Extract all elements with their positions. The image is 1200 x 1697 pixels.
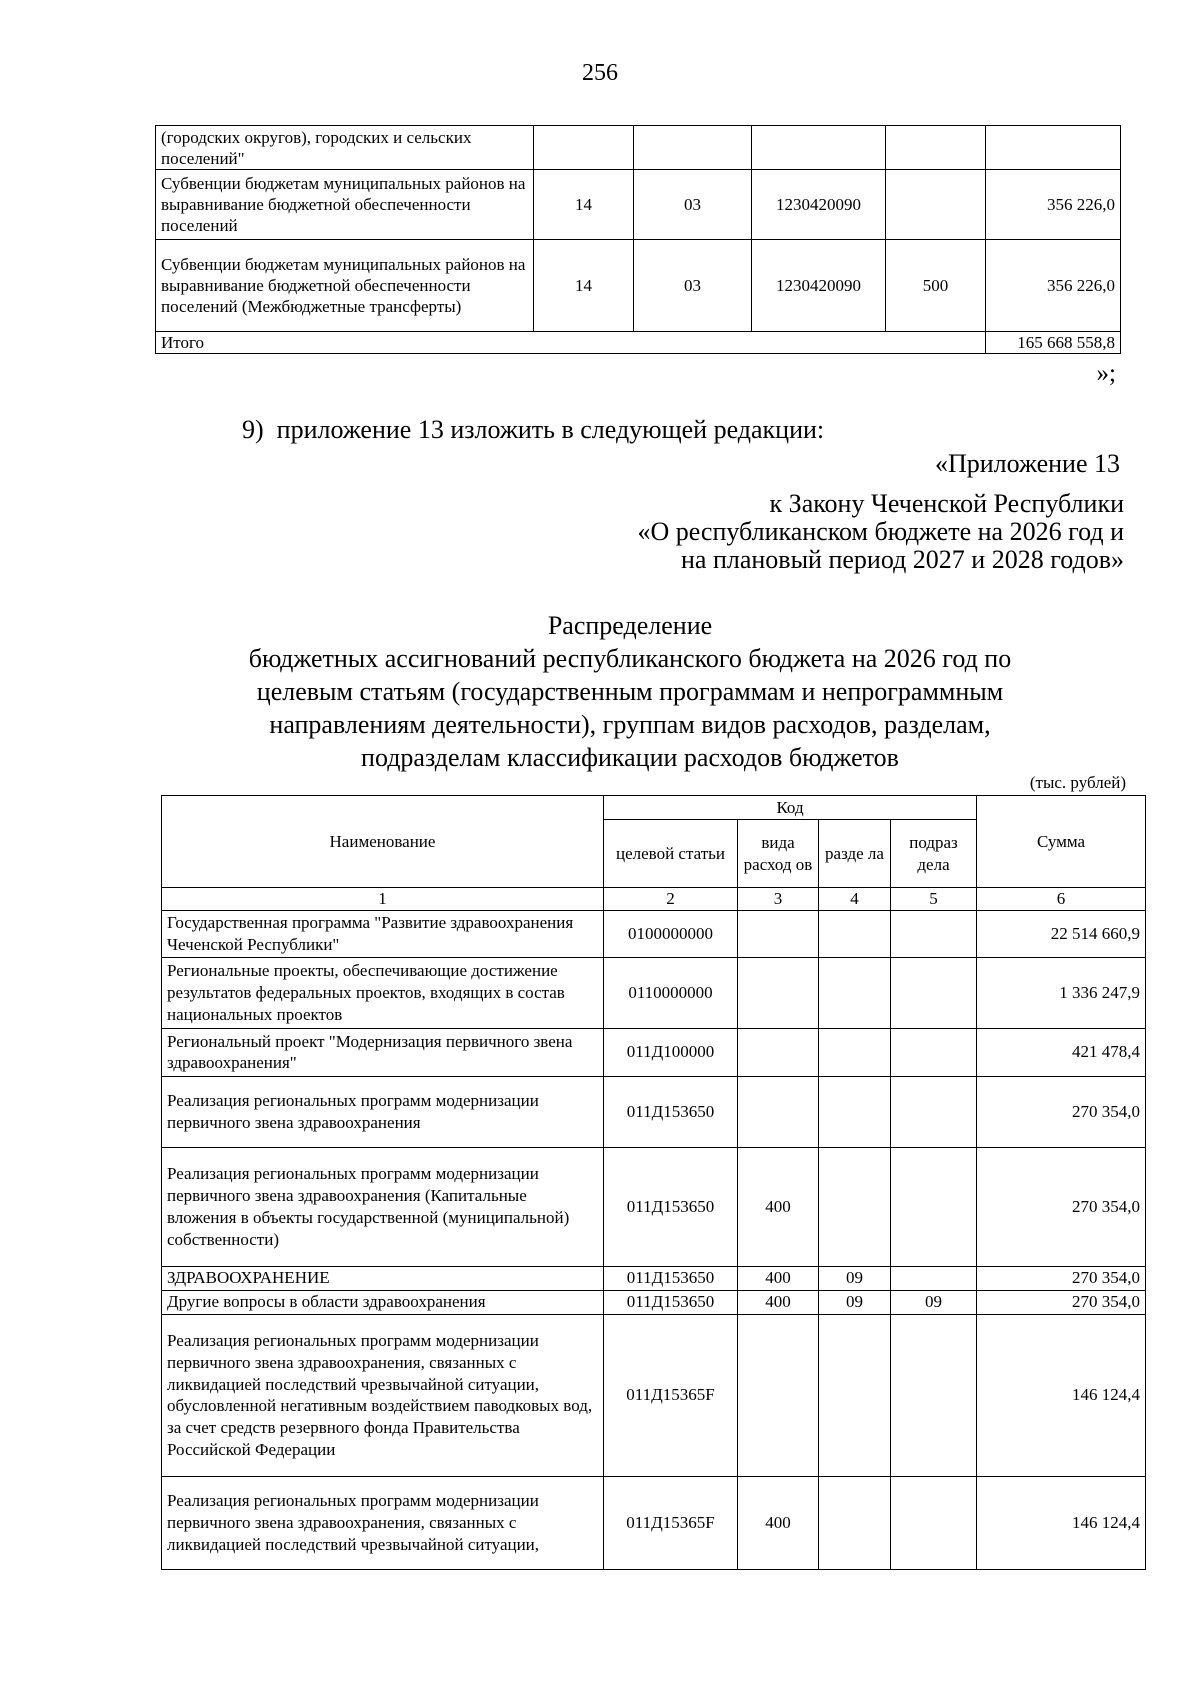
title-line: Распределение (547, 611, 713, 640)
table-row (162, 910, 1146, 957)
column-number: 4 (819, 888, 891, 911)
column-number: 6 (977, 888, 1146, 911)
total-label: Итого (156, 332, 986, 354)
row-name: Реализация региональных программ модернизации первичного звена здравоохранения (162, 1076, 604, 1147)
cell-code (534, 126, 634, 170)
column-number-row (162, 888, 1146, 911)
column-number: 3 (738, 888, 819, 911)
header-section: разде ла (819, 820, 891, 888)
table-row (162, 1147, 1146, 1266)
title-line: подразделам классификации расходов бюджетов (361, 743, 899, 772)
cell-section (819, 910, 891, 957)
cell-code: 03 (634, 170, 752, 240)
cell-subsection (891, 1266, 977, 1290)
cell-type (738, 1028, 819, 1076)
total-row (156, 332, 1121, 354)
cell-section (819, 1028, 891, 1076)
appendix-title: «Приложение 13 (934, 449, 1120, 478)
cell-code: 1230420090 (752, 170, 886, 240)
cell-sum: 146 124,4 (977, 1314, 1146, 1476)
column-number: 2 (604, 888, 738, 911)
cell-section (819, 957, 891, 1028)
cell-section (819, 1476, 891, 1569)
table-row (162, 1314, 1146, 1476)
table-row (156, 240, 1121, 332)
cell-sum: 356 226,0 (986, 240, 1121, 332)
cell-code: 1230420090 (752, 240, 886, 332)
cell-target: 011Д153650 (604, 1076, 738, 1147)
distribution-title (180, 609, 1080, 774)
cell-code (886, 126, 986, 170)
row-name: Региональный проект "Модернизация первичного звена здравоохранения" (162, 1028, 604, 1076)
header-code-group: Код (604, 796, 977, 820)
cell-code (886, 170, 986, 240)
row-name: Реализация региональных программ модернизации первичного звена здравоохранения, связанных с ликвидацией последствий чрезвычайной ситуации, (162, 1476, 604, 1569)
cell-target: 011Д15365F (604, 1476, 738, 1569)
cell-sum: 1 336 247,9 (977, 957, 1146, 1028)
appendix-line: «О республиканском бюджете на 2026 год и (637, 517, 1124, 546)
cell-sum: 270 354,0 (977, 1290, 1146, 1314)
cell-sum: 22 514 660,9 (977, 910, 1146, 957)
cell-target: 0110000000 (604, 957, 738, 1028)
header-subsection: подраз дела (891, 820, 977, 888)
header-row (162, 796, 1146, 820)
table-row (162, 1266, 1146, 1290)
title-line: целевым статьям (государственным программам и непрограммным (256, 677, 1004, 706)
cell-code (634, 126, 752, 170)
total-value: 165 668 558,8 (986, 332, 1121, 354)
cell-section (819, 1147, 891, 1266)
appendix-line: на плановый период 2027 и 2028 годов» (681, 545, 1124, 574)
distribution-table (161, 795, 1146, 1570)
cell-subsection (891, 1028, 977, 1076)
cell-section: 09 (819, 1266, 891, 1290)
table-row (156, 170, 1121, 240)
header-target: целевой статьи (604, 820, 738, 888)
page-number: 256 (582, 60, 618, 86)
cell-target: 011Д153650 (604, 1290, 738, 1314)
closing-quote: »; (1096, 360, 1116, 387)
row-name: Реализация региональных программ модернизации первичного звена здравоохранения, связанных с ликвидацией последствий чрезвычайной ситуации, обусловленной негативным воздействием паводковых вод, за счет средств резервного фонда Правительства Российской Федерации (162, 1314, 604, 1476)
top-continuation-table (155, 125, 1121, 354)
cell-type (738, 1076, 819, 1147)
cell-sum (986, 126, 1121, 170)
cell-sum: 270 354,0 (977, 1147, 1146, 1266)
cell-sum: 146 124,4 (977, 1476, 1146, 1569)
table-row (162, 957, 1146, 1028)
appendix-line: к Закону Чеченской Республики (769, 489, 1124, 518)
row-name: Другие вопросы в области здравоохранения (162, 1290, 604, 1314)
header-expense-type: вида расход ов (738, 820, 819, 888)
cell-target: 011Д153650 (604, 1266, 738, 1290)
row-name: Государственная программа "Развитие здравоохранения Чеченской Республики" (162, 910, 604, 957)
cell-sum: 421 478,4 (977, 1028, 1146, 1076)
cell-subsection (891, 1476, 977, 1569)
cell-target: 011Д100000 (604, 1028, 738, 1076)
table-row (156, 126, 1121, 170)
cell-type (738, 957, 819, 1028)
cell-section: 09 (819, 1290, 891, 1314)
cell-subsection (891, 1076, 977, 1147)
cell-code (752, 126, 886, 170)
title-line: направлениям деятельности), группам видов расходов, разделам, (269, 710, 991, 739)
title-line: бюджетных ассигнований республиканского бюджета на 2026 год по (248, 644, 1012, 673)
cell-type: 400 (738, 1476, 819, 1569)
cell-subsection (891, 957, 977, 1028)
row-name: Субвенции бюджетам муниципальных районов на выравнивание бюджетной обеспеченности поселений (Межбюджетные трансферты) (156, 240, 534, 332)
table-row (162, 1290, 1146, 1314)
cell-code: 500 (886, 240, 986, 332)
item-heading: 9) приложение 13 изложить в следующей редакции: (242, 415, 825, 444)
cell-type: 400 (738, 1266, 819, 1290)
header-sum: Сумма (977, 796, 1146, 888)
cell-target: 011Д153650 (604, 1147, 738, 1266)
cell-sum: 270 354,0 (977, 1076, 1146, 1147)
cell-section (819, 1076, 891, 1147)
cell-target: 011Д15365F (604, 1314, 738, 1476)
cell-subsection (891, 1147, 977, 1266)
cell-target: 0100000000 (604, 910, 738, 957)
cell-subsection: 09 (891, 1290, 977, 1314)
header-name: Наименование (162, 796, 604, 888)
row-name: ЗДРАВООХРАНЕНИЕ (162, 1266, 604, 1290)
column-number: 1 (162, 888, 604, 911)
row-name: Субвенции бюджетам муниципальных районов на выравнивание бюджетной обеспеченности поселений (156, 170, 534, 240)
table-row (162, 1476, 1146, 1569)
cell-code: 14 (534, 170, 634, 240)
row-name: Региональные проекты, обеспечивающие достижение результатов федеральных проектов, входящих в состав национальных проектов (162, 957, 604, 1028)
cell-code: 03 (634, 240, 752, 332)
table-row (162, 1028, 1146, 1076)
appendix-subtitle (637, 490, 1124, 574)
cell-type (738, 1314, 819, 1476)
cell-section (819, 1314, 891, 1476)
cell-type: 400 (738, 1290, 819, 1314)
column-number: 5 (891, 888, 977, 911)
cell-sum: 356 226,0 (986, 170, 1121, 240)
row-name: Реализация региональных программ модернизации первичного звена здравоохранения (Капитальные вложения в объекты государственной (муниципальной) собственности) (162, 1147, 604, 1266)
cell-type: 400 (738, 1147, 819, 1266)
cell-code: 14 (534, 240, 634, 332)
cell-subsection (891, 1314, 977, 1476)
row-name: (городских округов), городских и сельских поселений" (156, 126, 534, 170)
cell-type (738, 910, 819, 957)
cell-subsection (891, 910, 977, 957)
unit-note: (тыс. рублей) (1029, 773, 1126, 792)
table-row (162, 1076, 1146, 1147)
cell-sum: 270 354,0 (977, 1266, 1146, 1290)
